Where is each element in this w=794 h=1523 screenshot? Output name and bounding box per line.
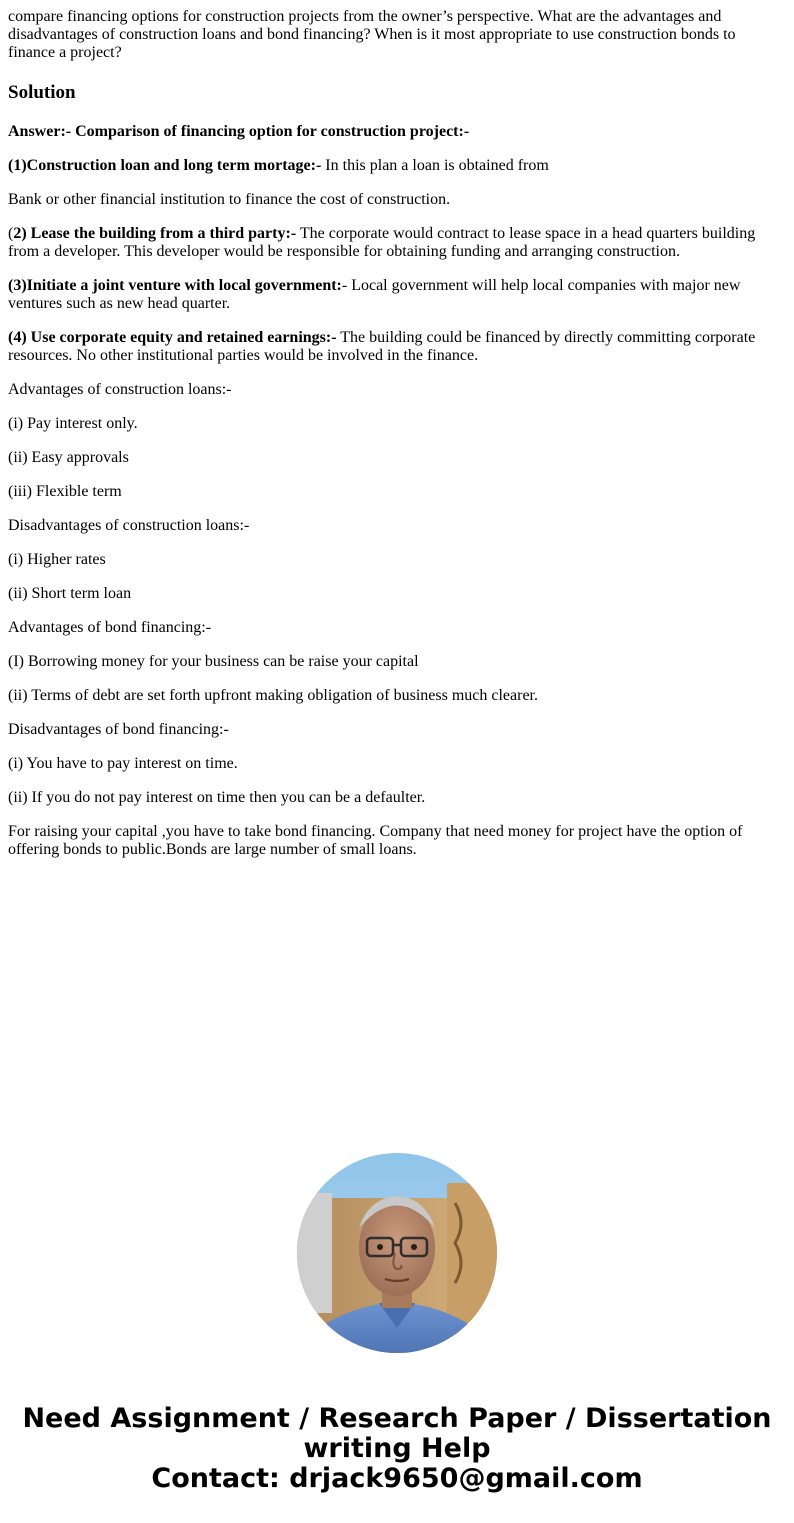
question-text: compare financing options for construction projects from the owner’s perspective. What are the advantages and disadvantages of construction loans and bond financing? When is it most appropriate to use construction bonds to finance a project? bbox=[8, 8, 736, 61]
solution-heading: Solution bbox=[8, 82, 76, 103]
footer-contact: Contact: drjack9650@gmail.com bbox=[151, 1463, 643, 1494]
portrait-photo bbox=[297, 1153, 497, 1353]
option-label: (3)Initiate a joint venture with local government: bbox=[8, 277, 342, 294]
answer-heading: Answer:- Comparison of financing option for construction project:- bbox=[8, 123, 470, 140]
option-text: The corporate would contract to lease space in a head quarters building from a developer. This developer would be responsible for obtaining funding and arranging construction. bbox=[8, 225, 756, 260]
option-3 bbox=[8, 277, 778, 313]
loan-disadvantages-heading: Disadvantages of construction loans:- bbox=[8, 517, 250, 534]
option-text: - Local government will help local companies with major new ventures such as new head quarter. bbox=[8, 277, 741, 312]
conclusion-text: For raising your capital ,you have to take bond financing. Company that need money for project have the option of offering bonds to public.Bonds are large number of small loans. bbox=[8, 823, 743, 858]
bond-advantages-heading: Advantages of bond financing:- bbox=[8, 619, 212, 636]
footer-line: writing Help bbox=[303, 1433, 491, 1464]
option-1-continued: Bank or other financial institution to finance the cost of construction. bbox=[8, 191, 451, 208]
option-1 bbox=[8, 157, 778, 175]
option-label: (1)Construction loan and long term mortage:- bbox=[8, 157, 322, 174]
list-item: (i) Higher rates bbox=[8, 551, 106, 568]
list-item: (i) You have to pay interest on time. bbox=[8, 755, 238, 772]
option-text: The building could be financed by directly committing corporate resources. No other institutional parties would be involved in the finance. bbox=[8, 329, 756, 364]
list-item: (ii) Easy approvals bbox=[8, 449, 129, 466]
loan-advantages-heading: Advantages of construction loans:- bbox=[8, 381, 232, 398]
footer-promo bbox=[0, 1404, 794, 1494]
list-item: (ii) Terms of debt are set forth upfront making obligation of business much clearer. bbox=[8, 687, 538, 704]
list-item: (ii) Short term loan bbox=[8, 585, 132, 602]
option-label: (4) Use corporate equity and retained earnings:- bbox=[8, 329, 337, 346]
document-body bbox=[8, 8, 778, 875]
list-item: (I) Borrowing money for your business can be raise your capital bbox=[8, 653, 419, 670]
list-item: (iii) Flexible term bbox=[8, 483, 122, 500]
list-item: (i) Pay interest only. bbox=[8, 415, 138, 432]
list-item: (ii) If you do not pay interest on time then you can be a defaulter. bbox=[8, 789, 426, 806]
footer-line: Need Assignment / Research Paper / Dissertation bbox=[22, 1403, 772, 1434]
bond-disadvantages-heading: Disadvantages of bond financing:- bbox=[8, 721, 229, 738]
avatar bbox=[297, 1153, 497, 1353]
option-label: 2) Lease the building from a third party:- bbox=[13, 225, 297, 242]
option-prefix: ( bbox=[8, 225, 14, 242]
option-text: In this plan a loan is obtained from bbox=[321, 157, 549, 174]
option-4 bbox=[8, 329, 778, 365]
option-2 bbox=[8, 225, 778, 261]
